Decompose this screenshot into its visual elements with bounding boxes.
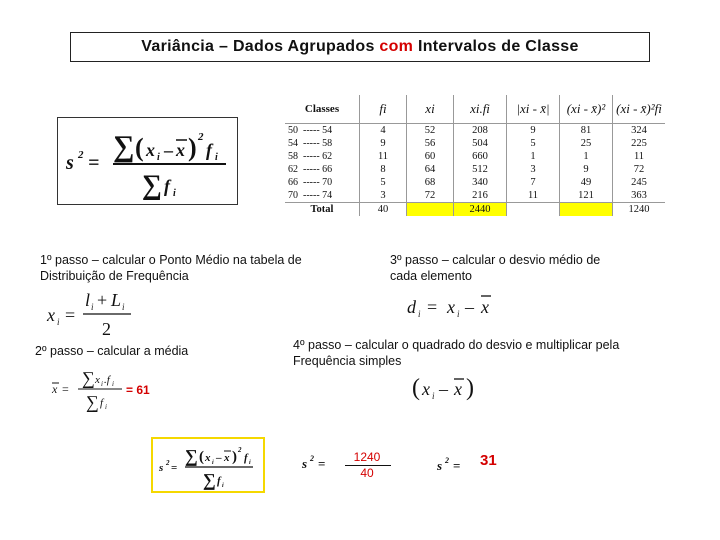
svg-text:–: –: [465, 297, 474, 317]
svg-text:∑: ∑: [113, 130, 135, 163]
svg-text:x: x: [422, 379, 430, 399]
header-deviation-squared-fi: (xi - x̄)²fi: [613, 95, 666, 124]
svg-text:i: i: [249, 460, 251, 466]
row-xifi: 208: [454, 124, 507, 138]
svg-text:): ): [232, 449, 237, 465]
variance-formula-main: [58, 118, 239, 206]
svg-text:i: i: [457, 309, 460, 319]
svg-text:2: 2: [78, 149, 84, 161]
row-xi: 60: [407, 150, 454, 163]
svg-text:s: s: [159, 462, 164, 474]
table-row: [285, 137, 665, 150]
svg-text:s: s: [302, 456, 308, 471]
table-row: [285, 124, 665, 138]
row-fi: 4: [360, 124, 407, 138]
svg-text:i: i: [105, 403, 107, 411]
svg-text:–: –: [439, 379, 448, 399]
svg-text:x: x: [47, 305, 55, 325]
row-dev2fi: 72: [633, 164, 645, 175]
row-xi: 56: [407, 137, 454, 150]
row-xi: 72: [407, 189, 454, 203]
row-xifi: 216: [454, 189, 507, 203]
svg-text:L: L: [111, 290, 122, 310]
header-xifi: xi.fi: [454, 95, 507, 124]
svg-text:–: –: [164, 140, 173, 160]
svg-text:=: =: [318, 456, 326, 471]
mean-formula: [50, 366, 130, 412]
svg-text:i: i: [91, 302, 94, 312]
svg-text:l: l: [85, 290, 91, 310]
svg-text:f: f: [100, 397, 104, 409]
row-fi: 3: [360, 189, 407, 203]
svg-text:i: i: [215, 152, 218, 163]
total-dev2fi: 1240: [613, 203, 666, 217]
svg-text:f: f: [206, 140, 212, 160]
title-part3: Intervalos de Classe: [417, 38, 579, 55]
variance-formula-box: [57, 117, 238, 205]
final-numerator: 1240: [353, 450, 381, 464]
row-dev: 5: [507, 137, 560, 150]
mean-result: = 61: [126, 383, 150, 397]
svg-text:∑: ∑: [86, 392, 99, 412]
svg-text:f: f: [164, 176, 170, 196]
svg-text:i: i: [173, 188, 176, 199]
table-row: [285, 176, 665, 189]
row-dev2: 25: [560, 137, 613, 150]
total-xifi: 2440: [454, 203, 507, 217]
svg-text:∑: ∑: [142, 170, 162, 201]
svg-text:x: x: [481, 297, 489, 317]
svg-text:2: 2: [102, 319, 111, 339]
svg-text:s: s: [66, 152, 74, 174]
row-dev: 1: [507, 150, 560, 163]
svg-text:f: f: [217, 475, 221, 487]
variance-symbol-1: [300, 450, 346, 476]
final-denominator: 40: [360, 466, 374, 480]
row-dev2: 81: [560, 124, 613, 138]
deviation-formula: [405, 288, 505, 322]
svg-text:i: i: [112, 380, 114, 388]
row-fi: 11: [360, 150, 407, 163]
step1-text: 1º passo – calcular o Ponto Médio na tabela de Distribuição de Frequência: [40, 253, 302, 283]
svg-text:2: 2: [198, 131, 204, 143]
svg-text:2: 2: [445, 456, 449, 465]
row-dev2fi: 245: [631, 177, 647, 188]
step3-text: 3º passo – calcular o desvio médio de cada elemento: [390, 253, 601, 283]
squared-deviation-formula: [410, 370, 482, 406]
svg-text:∑: ∑: [203, 470, 216, 490]
svg-text:+: +: [97, 290, 108, 310]
total-fi: 40: [360, 203, 407, 217]
page-title: [70, 32, 650, 62]
svg-text:–: –: [216, 452, 222, 464]
svg-text:x: x: [205, 452, 211, 464]
svg-text:i: i: [212, 460, 214, 466]
row-xi: 64: [407, 163, 454, 176]
title-part1: Variância – Dados Agrupados: [141, 38, 375, 55]
svg-text:x: x: [454, 379, 462, 399]
row-dev: 7: [507, 176, 560, 189]
row-fi: 9: [360, 137, 407, 150]
row-dev: 3: [507, 163, 560, 176]
header-deviation-squared: (xi - x̄)²: [560, 95, 613, 124]
svg-text:=: =: [171, 462, 178, 474]
row-dev2: 1: [560, 150, 613, 163]
row-xifi: 512: [454, 163, 507, 176]
svg-text:i: i: [157, 152, 160, 163]
total-dev-empty: [507, 203, 560, 217]
svg-text:x: x: [224, 452, 230, 464]
table-row: [285, 189, 665, 203]
header-classes: Classes: [285, 95, 360, 124]
svg-text:d: d: [407, 297, 416, 317]
svg-text:i: i: [222, 483, 224, 489]
row-class: 58 ----- 62: [285, 150, 360, 163]
svg-text:.f: .f: [104, 374, 110, 386]
row-class: 66 ----- 70: [285, 176, 360, 189]
svg-text:i: i: [418, 309, 421, 319]
header-xi: xi: [407, 95, 454, 124]
row-dev: 11: [507, 189, 560, 203]
row-class: 50 ----- 54: [285, 124, 360, 138]
svg-text:∑: ∑: [185, 446, 198, 466]
row-xifi: 660: [454, 150, 507, 163]
midpoint-formula: [45, 288, 135, 340]
svg-text:x: x: [52, 382, 58, 396]
variance-formula-small: [153, 439, 263, 491]
svg-text:i: i: [101, 380, 103, 388]
row-class: 62 ----- 66: [285, 163, 360, 176]
header-fi: fi: [360, 95, 407, 124]
svg-text:=: =: [453, 458, 461, 473]
svg-text:): ): [188, 133, 197, 162]
total-label: Total: [285, 203, 360, 217]
table-row: [285, 150, 665, 163]
svg-text:f: f: [244, 452, 248, 464]
svg-text:2: 2: [238, 446, 242, 454]
row-class: 70 ----- 74: [285, 189, 360, 203]
row-xifi: 340: [454, 176, 507, 189]
row-dev2fi: 324: [631, 125, 647, 136]
header-deviation: |xi - x̄|: [507, 95, 560, 124]
svg-text:=: =: [427, 297, 438, 317]
total-xi-empty: [407, 203, 454, 217]
step2-text: 2º passo – calcular a média: [35, 344, 189, 358]
svg-text:x: x: [176, 140, 185, 160]
row-dev: 9: [507, 124, 560, 138]
svg-text:(: (: [412, 375, 420, 401]
final-result: 31: [480, 452, 497, 469]
row-dev2fi: 11: [633, 151, 645, 162]
svg-text:x: x: [95, 374, 100, 386]
svg-text:=: =: [62, 382, 69, 396]
row-dev2: 121: [560, 189, 613, 203]
svg-text:): ): [466, 375, 474, 401]
row-dev2: 49: [560, 176, 613, 189]
svg-text:2: 2: [166, 459, 170, 467]
table-total-row: [285, 203, 665, 217]
svg-text:i: i: [57, 317, 60, 327]
variance-symbol-2: [435, 452, 481, 478]
svg-text:(: (: [199, 449, 204, 465]
row-dev2fi: 225: [631, 138, 647, 149]
row-dev2fi: 363: [631, 190, 647, 201]
svg-text:∑: ∑: [82, 368, 95, 388]
svg-text:x: x: [146, 140, 155, 160]
row-fi: 8: [360, 163, 407, 176]
row-xi: 52: [407, 124, 454, 138]
title-part2: com: [379, 38, 414, 55]
table-row: [285, 163, 665, 176]
step4-text: 4º passo – calcular o quadrado do desvio e multiplicar pela Frequência simples: [293, 338, 620, 368]
table-header-row: [285, 95, 665, 124]
svg-text:s: s: [437, 458, 443, 473]
total-dev2-empty: [560, 203, 613, 217]
frequency-table: [285, 95, 665, 216]
svg-text:=: =: [65, 305, 76, 325]
row-fi: 5: [360, 176, 407, 189]
row-dev2: 9: [560, 163, 613, 176]
svg-text:(: (: [135, 133, 144, 162]
svg-text:=: =: [88, 152, 100, 174]
row-xifi: 504: [454, 137, 507, 150]
svg-text:i: i: [122, 302, 125, 312]
variance-formula-highlight: [151, 437, 265, 493]
svg-text:x: x: [447, 297, 455, 317]
svg-text:2: 2: [310, 454, 314, 463]
svg-text:i: i: [432, 391, 435, 401]
row-class: 54 ----- 58: [285, 137, 360, 150]
row-xi: 68: [407, 176, 454, 189]
